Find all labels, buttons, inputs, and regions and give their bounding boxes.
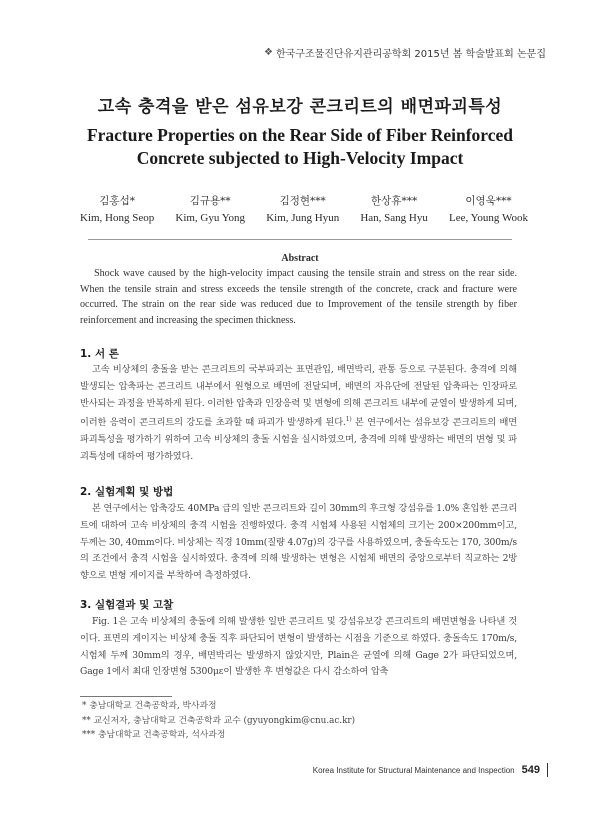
citation-marker: 1) <box>345 416 352 424</box>
author-name-en: Kim, Gyu Yong <box>175 212 246 224</box>
section-2-heading: 2. 실험계획 및 방법 <box>80 486 174 498</box>
title-english-line2: Concrete subjected to High-Velocity Impact <box>136 148 464 168</box>
author-name-en: Kim, Jung Hyun <box>266 212 340 224</box>
section-3-heading: 3. 실험결과 및 고찰 <box>80 599 174 611</box>
author-name-ko: 한상휴*** <box>371 195 418 207</box>
author-name-en: Kim, Hong Seop <box>80 212 155 224</box>
author-name-ko: 김홍섭* <box>99 195 135 207</box>
journal-header <box>264 45 546 60</box>
author-1 <box>80 193 154 227</box>
author-4 <box>360 193 428 227</box>
title-english <box>0 124 600 170</box>
footer-bar <box>547 763 548 777</box>
section-1-text-part2: 본 연구에서는 섬유보강 콘크리트의 배면파괴특성을 평가하기 위하여 고속 비상체의 충돌 시험을 실시하였으며, 충격에 의해 발생하는 배면의 변형 및 파괴특성에 대하여 평가하였다. <box>80 417 518 463</box>
section-1-text-part1: 고속 비상체의 충돌을 받는 콘크리트의 국부파괴는 표면관입, 배면박리, 관통 등으로 구분된다. 충격에 의해 발생되는 압축파는 콘크리트 내부에서 원형으로 배면에 전달되며, 배면의 자유단에 전달된 압축파는 인장파로 반사되는 과정을 반복하게 된다. 이러한 압축과 인장응력 및 변형에 의해 콘크리트 내부에 균열이 발생하게 되며, 이러한 응력이 콘크리트의 강도를 초과할 때 파괴가 발생하게 된다. <box>80 364 517 429</box>
footer-organization: Korea Institute for Structural Maintenance and Inspection <box>312 765 515 775</box>
footnote-3: *** 충남대학교 건축공학과, 석사과정 <box>82 730 226 740</box>
section-2-text: 본 연구에서는 압축강도 40MPa 급의 일반 콘크리트와 길이 30mm의 후크형 강섬유를 1.0% 혼입한 콘크리트에 대하여 고속 비상체의 충격 시험을 진행하였다. 충격 시험체 사용된 시험체의 크기는 200×200mm이고, 두께는 30, 40mm이다. 비상체는 직경 10mm(질량 4.07g)의 강구를 사용하였으며, 충돌속도는 170, 300m/s의 조건에서 충격 시험을 실시하였다. 충격에 의해 발생하는 변형은 시험체 배면의 중앙으로부터 직교하는 2방향으로 변형 게이지를 부착하여 측정하였다. <box>80 503 517 582</box>
author-2 <box>175 193 245 227</box>
page-number: 549 <box>521 764 540 776</box>
footnote-1: * 충남대학교 건축공학과, 박사과정 <box>82 701 217 711</box>
section-3-text: Fig. 1은 고속 비상체의 충돌에 의해 발생한 일반 콘크리트 및 강섬유보강 콘크리트의 배면변형을 나타낸 것이다. 표면의 게이지는 비상체 충돌 직후 파단되어 변형이 발생하는 시점을 기준으로 하였다. 충돌속도 170m/s, 시험체 두께 30mm의 경우, 배면박리는 발생하지 않았지만, Plain은 균열에 의해 Gage 2가 파단되었으며, Gage 1에서 최대 인장변형 5300με이 발생한 후 변형값은 다시 감소하여 압축 <box>80 616 517 678</box>
section-1-heading: 1. 서 론 <box>80 348 119 360</box>
title-korean: 고속 충격을 받은 섬유보강 콘크리트의 배면파괴특성 <box>97 97 503 117</box>
author-name-ko: 이영욱*** <box>465 195 512 207</box>
divider-line <box>88 239 512 240</box>
author-name-en: Han, Sang Hyu <box>360 212 428 224</box>
author-3 <box>266 193 339 227</box>
section-1-text <box>80 362 517 466</box>
abstract-text: Shock wave caused by the high-velocity impact causing the tensile strain and stress on the rear side. When the tensile strain and stress exceeds the tensile strength of the concrete, crack and fracture were occurred. The strain on the rear side was reduced due to Improvement of the tensile strength by fiber reinforcement and increasing the specimen thickness. <box>80 268 517 326</box>
author-5 <box>449 193 528 227</box>
abstract-heading: Abstract <box>281 253 319 264</box>
page-footer <box>313 763 548 777</box>
author-name-en: Lee, Young Wook <box>449 212 528 224</box>
author-name-ko: 김규용** <box>189 195 231 207</box>
author-list <box>80 193 528 227</box>
footnote-divider <box>80 696 172 697</box>
title-english-line1: Fracture Properties on the Rear Side of Fiber Reinforced <box>86 125 514 145</box>
bullet-mark-icon: ❖ <box>264 47 273 58</box>
journal-header-text: 한국구조물진단유지관리공학회 2015년 봄 학술발표회 논문집 <box>275 49 546 60</box>
author-name-ko: 김정현*** <box>279 195 326 207</box>
footnote-2: ** 교신저자, 충남대학교 건축공학과 교수 (gyuyongkim@cnu.ac.kr) <box>82 715 356 726</box>
footnotes <box>82 699 355 743</box>
